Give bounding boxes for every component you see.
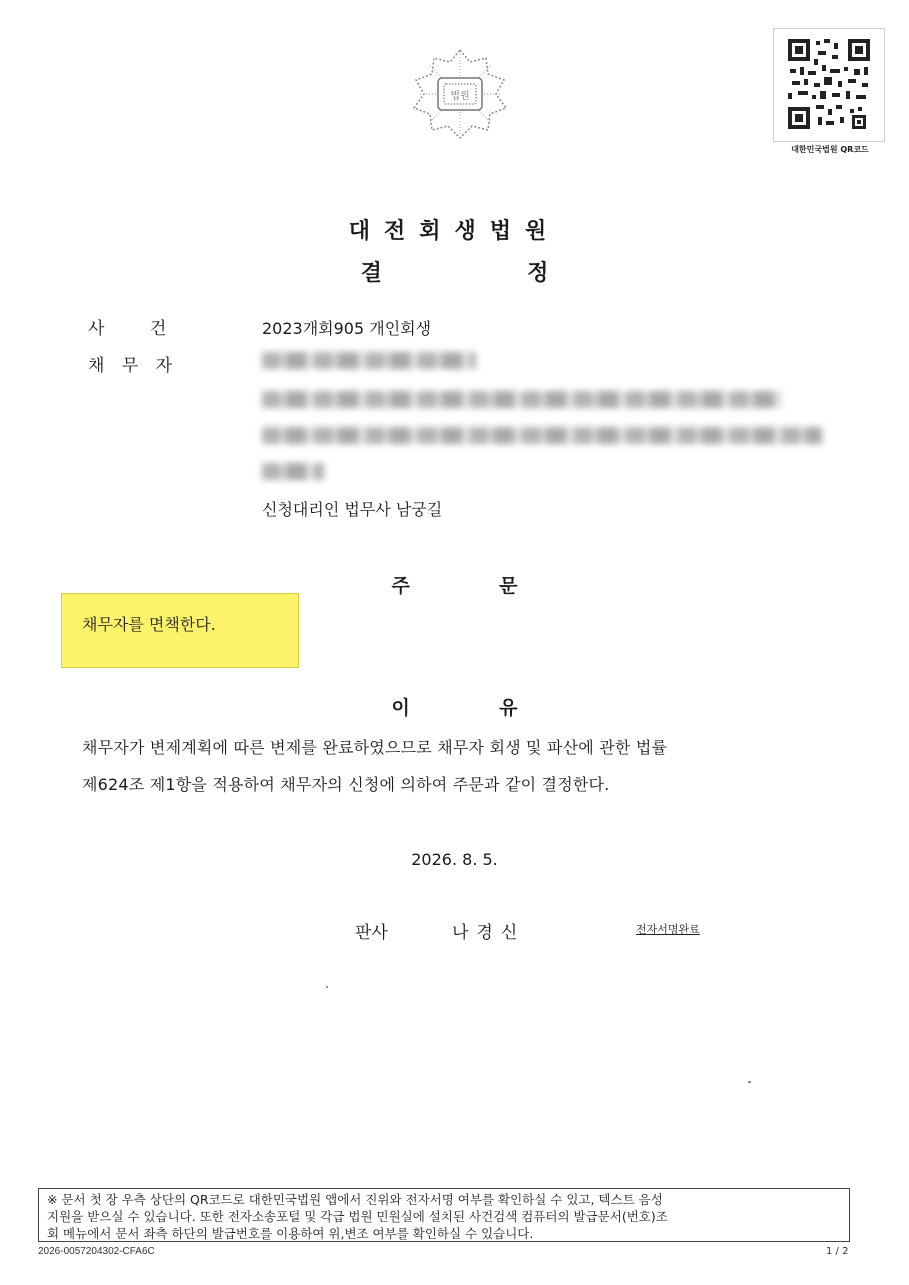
redacted-address-line	[262, 463, 324, 480]
debtor-label: 채 무 자	[88, 356, 173, 376]
reason-line-2: 제624조 제1항을 적용하여 채무자의 신청에 의하여 주문과 같이 결정한다.	[82, 775, 610, 794]
qr-code	[773, 28, 885, 142]
footer-notice	[38, 1188, 850, 1242]
notice-line: ※ 문서 첫 장 우측 상단의 QR코드로 대한민국법원 앱에서 진위와 전자서명 여부를 확인하실 수 있고, 텍스트 음성	[47, 1192, 663, 1207]
page-number: 1 / 2	[826, 1246, 849, 1257]
document-type-char: 결	[360, 261, 382, 286]
issue-number: 2026-0057204302-CFA6C	[38, 1246, 155, 1257]
document-type-char: 정	[527, 261, 549, 286]
scan-speck	[326, 986, 328, 988]
scan-speck	[748, 1081, 751, 1083]
decision-date: 2026. 8. 5.	[411, 850, 498, 869]
redacted-debtor-name	[262, 352, 476, 369]
judge-title: 판사	[355, 923, 388, 943]
order-title-char: 문	[499, 575, 518, 597]
court-name: 대전회생법원	[348, 219, 561, 244]
reason-title	[0, 693, 909, 720]
reason-line-1: 채무자가 변제계획에 따른 변제를 완료하였으므로 채무자 회생 및 파산에 관한 법률	[82, 738, 668, 757]
document-type	[0, 256, 909, 287]
reason-title-char: 유	[499, 697, 518, 719]
order-title-char: 주	[391, 575, 410, 597]
reason-title-char: 이	[391, 697, 410, 719]
judge-name: 나경신	[452, 923, 526, 943]
qr-caption: 대한민국법원 QR코드	[791, 145, 869, 154]
agent-line: 신청대리인 법무사 남궁길	[262, 500, 443, 519]
svg-text:법원: 법원	[450, 91, 470, 102]
redacted-address-line	[262, 427, 822, 444]
order-text: 채무자를 면책한다.	[82, 615, 216, 634]
case-label: 사 건	[88, 319, 167, 339]
court-emblem-icon	[410, 48, 510, 140]
notice-line: 지원을 받으실 수 있습니다. 또한 전자소송포털 및 각급 법원 민원실에 설치된 사건검색 컴퓨터의 발급문서(번호)조	[47, 1209, 668, 1224]
redacted-address-line	[262, 391, 782, 408]
case-value: 2023개회905 개인회생	[262, 319, 432, 338]
notice-line: 회 메뉴에서 문서 좌측 하단의 발급번호를 이용하여 위,변조 여부를 확인하실 수 있습니다.	[47, 1226, 534, 1241]
esign-mark: 전자서명완료	[636, 923, 700, 936]
